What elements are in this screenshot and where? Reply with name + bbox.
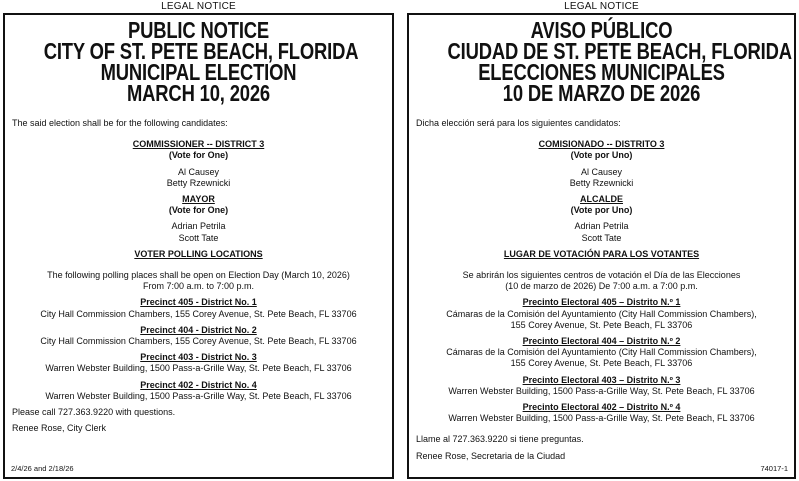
precinct-address: 155 Corey Avenue, St. Pete Beach, FL 33706 xyxy=(510,358,693,369)
polling-hours: (10 de marzo de 2026) De 7:00 a.m. a 7:00 p.m. xyxy=(505,281,698,292)
precinct-name: Precinto Electoral 402 – Distrito N.º 4 xyxy=(522,402,681,413)
candidate-name: Al Causey xyxy=(580,166,623,177)
vote-instruction: (Vote por Uno) xyxy=(570,150,633,161)
precinct-address: Warren Webster Building, 1500 Pass-a-Grille Way, St. Pete Beach, FL 33706 xyxy=(45,363,352,374)
english-notice-panel xyxy=(0,0,397,481)
notice-box xyxy=(3,13,394,479)
polling-heading: VOTER POLLING LOCATIONS xyxy=(134,248,263,259)
legal-notice-header: LEGAL NOTICE xyxy=(564,1,639,12)
signature-line: Renee Rose, City Clerk xyxy=(12,423,107,434)
candidate-name: Adrian Petrila xyxy=(574,221,629,232)
contact-line: Please call 727.363.9220 with questions. xyxy=(12,407,176,418)
precinct-name: Precinto Electoral 404 – Distrito N.º 2 xyxy=(522,336,681,347)
vote-instruction: (Vote for One) xyxy=(168,205,229,216)
precinct-address: Warren Webster Building, 1500 Pass-a-Grille Way, St. Pete Beach, FL 33706 xyxy=(448,385,755,396)
publication-dates: 2/4/26 and 2/18/26 xyxy=(11,464,74,473)
title-line: MUNICIPAL ELECTION xyxy=(100,59,297,85)
title-line: CIUDAD DE ST. PETE BEACH, FLORIDA xyxy=(447,38,792,64)
signature-line: Renee Rose, Secretaria de la Ciudad xyxy=(416,450,566,461)
precinct-name: Precinto Electoral 403 – Distrito N.º 3 xyxy=(522,374,681,385)
precinct-address: City Hall Commission Chambers, 155 Corey Avenue, St. Pete Beach, FL 33706 xyxy=(40,308,357,319)
precinct-address: Warren Webster Building, 1500 Pass-a-Grille Way, St. Pete Beach, FL 33706 xyxy=(45,390,352,401)
notice-body xyxy=(416,118,787,462)
mayor-heading: ALCALDE xyxy=(580,194,623,205)
precinct-address: City Hall Commission Chambers, 155 Corey Avenue, St. Pete Beach, FL 33706 xyxy=(40,336,357,347)
candidate-name: Scott Tate xyxy=(178,232,219,243)
contact-line: Llame al 727.363.9220 si tiene preguntas. xyxy=(416,434,584,445)
precinct-name: Precinto Electoral 405 – Distrito N.º 1 xyxy=(522,297,681,308)
mayor-heading: MAYOR xyxy=(182,194,215,205)
precinct-name: Precinct 403 - District No. 3 xyxy=(140,352,257,363)
title-line: ELECCIONES MUNICIPALES xyxy=(478,59,725,85)
title-line: PUBLIC NOTICE xyxy=(127,17,270,43)
title-line: CITY OF ST. PETE BEACH, FLORIDA xyxy=(43,38,359,64)
notice-box xyxy=(407,13,796,479)
precinct-address: Cámaras de la Comisión del Ayuntamiento (City Hall Commission Chambers), xyxy=(446,308,757,319)
intro-text: The said election shall be for the following candidates: xyxy=(12,118,228,128)
title-line: 10 DE MARZO DE 2026 xyxy=(502,80,701,106)
notice-body xyxy=(12,118,385,434)
polling-intro: The following polling places shall be open on Election Day (March 10, 2026) xyxy=(47,270,350,281)
precinct-address: Cámaras de la Comisión del Ayuntamiento (City Hall Commission Chambers), xyxy=(446,347,757,358)
precinct-address: 155 Corey Avenue, St. Pete Beach, FL 33706 xyxy=(510,319,693,330)
precinct-name: Precinct 402 - District No. 4 xyxy=(140,379,257,390)
candidate-name: Adrian Petrila xyxy=(171,221,226,232)
commissioner-heading: COMMISSIONER -- DISTRICT 3 xyxy=(132,139,265,150)
vote-instruction: (Vote por Uno) xyxy=(570,205,633,216)
commissioner-heading: COMISIONADO -- DISTRITO 3 xyxy=(538,139,665,150)
precinct-name: Precinct 404 - District No. 2 xyxy=(140,324,257,335)
ad-id: 74017-1 xyxy=(760,464,788,473)
precinct-name: Precinct 405 - District No. 1 xyxy=(140,297,257,308)
precinct-address: Warren Webster Building, 1500 Pass-a-Grille Way, St. Pete Beach, FL 33706 xyxy=(448,413,755,424)
polling-intro: Se abrirán los siguientes centros de votación el Día de las Elecciones xyxy=(462,270,741,281)
notice-title xyxy=(5,17,392,106)
polling-hours: From 7:00 a.m. to 7:00 p.m. xyxy=(142,281,255,292)
title-line: MARCH 10, 2026 xyxy=(127,80,270,106)
polling-heading: LUGAR DE VOTACIÓN PARA LOS VOTANTES xyxy=(503,248,700,259)
candidate-name: Scott Tate xyxy=(581,232,622,243)
spanish-notice-panel xyxy=(404,0,799,481)
title-line: AVISO PÚBLICO xyxy=(530,17,673,43)
vote-instruction: (Vote for One) xyxy=(168,150,229,161)
notice-title xyxy=(409,17,794,106)
intro-text: Dicha elección será para los siguientes candidatos: xyxy=(416,118,621,128)
candidate-name: Betty Rzewnicki xyxy=(569,177,634,188)
candidate-name: Al Causey xyxy=(177,166,220,177)
legal-notice-header: LEGAL NOTICE xyxy=(161,1,236,12)
candidate-name: Betty Rzewnicki xyxy=(166,177,231,188)
